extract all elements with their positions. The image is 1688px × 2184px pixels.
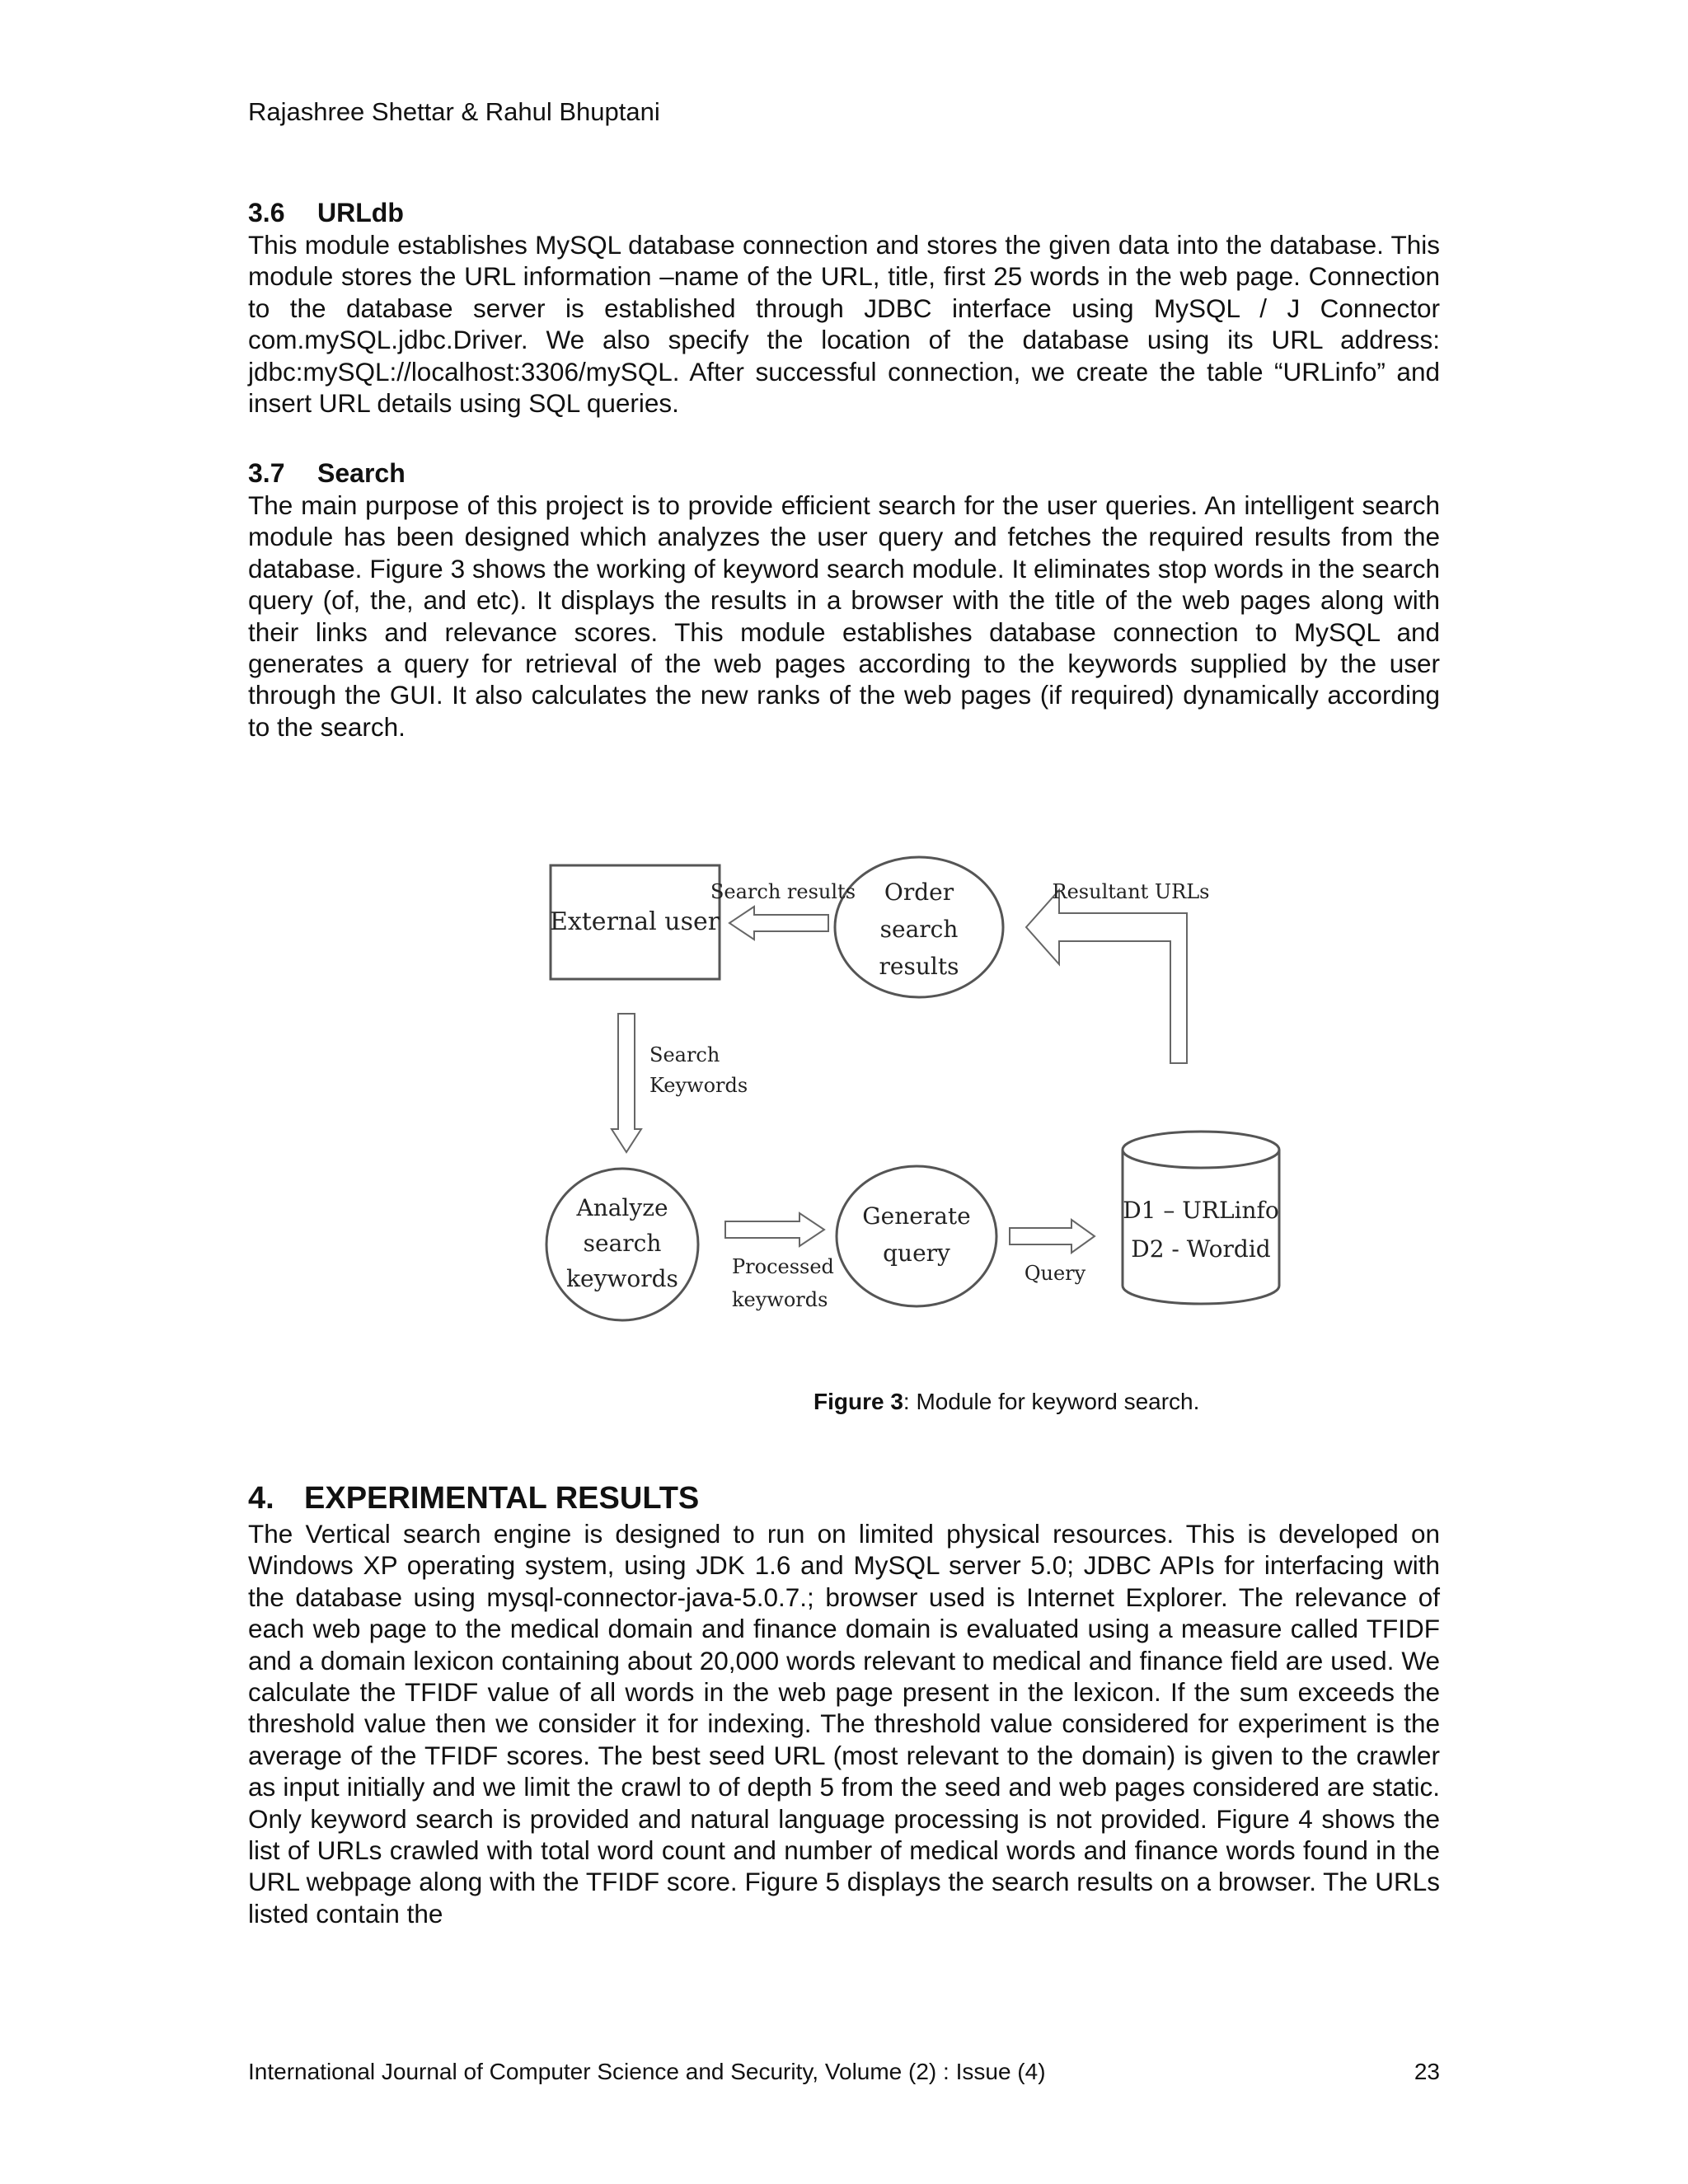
section-3-7 — [248, 457, 1440, 743]
caption-label: Figure 3 — [814, 1389, 903, 1414]
page-number: 23 — [1414, 2059, 1440, 2084]
flow-diagram — [544, 824, 1294, 1343]
section-number: 3.6 — [248, 198, 285, 227]
arrow-left-icon — [729, 907, 828, 940]
arrow-down-icon — [612, 1014, 641, 1152]
database-label-1: D1 – URLinfo — [1123, 1197, 1279, 1224]
section-title: URLdb — [317, 198, 404, 227]
order-label-3: results — [879, 953, 959, 980]
section-title: Search — [317, 458, 406, 488]
section-heading — [248, 457, 1440, 490]
caption-text: : Module for keyword search. — [903, 1389, 1200, 1414]
analyze-label-2: search — [583, 1230, 662, 1257]
section-3-6 — [248, 196, 1440, 419]
search-results-label: Search results — [710, 880, 856, 903]
search-keywords-label-1: Search — [649, 1043, 720, 1066]
figure-caption — [814, 1389, 1199, 1415]
generate-label-2: query — [883, 1240, 950, 1267]
order-label-2: search — [879, 916, 959, 943]
database-top — [1123, 1132, 1279, 1168]
section-body: This module establishes MySQL database connection and stores the given data into the database. This module stores the URL information –name of the URL, title, first 25 words in the web page. Connection to the database server is established through JDBC interface using MySQL / J Connector com.mySQL.jdbc.Driver. We also specify the location of the database using its URL address: jdbc:mySQL://localhost:3306/mySQL. After successful connection, we create the table “URLinfo” and insert URL details using SQL queries. — [248, 230, 1440, 419]
section-heading — [248, 1479, 1440, 1518]
journal-name: International Journal of Computer Science and Security, Volume (2) : Issue (4) — [248, 2059, 1046, 2084]
section-body: The Vertical search engine is designed to run on limited physical resources. This is developed on Windows XP operating system, using JDK 1.6 and MySQL server 5.0; JDBC APIs for interfacing with the database using mysql-connector-java-5.0.7.; browser used is Internet Explorer. The relevance of each web page to the medical domain and finance domain is evaluated using a measure called TFIDF and a domain lexicon containing about 20,000 words relevant to medical and finance field are used. We calculate the TFIDF value of all words in the web page present in the lexicon. If the sum exceeds the threshold value then we consider it for indexing. The threshold value considered for experiment is the average of the TFIDF scores. The best seed URL (most relevant to the domain) is given to the crawler as input initially and we limit the crawl to of depth 5 from the seed and web pages considered are static. Only keyword search is provided and natural language processing is not provided. Figure 4 shows the list of URLs crawled with total word count and number of medical words and finance words found in the URL webpage along with the TFIDF score. Figure 5 displays the search results on a browser. The URLs listed contain the — [248, 1519, 1440, 1929]
processed-label-2: keywords — [732, 1288, 828, 1311]
section-number: 3.7 — [248, 458, 285, 488]
external-user-label: External user — [549, 907, 720, 936]
query-label: Query — [1024, 1262, 1086, 1285]
arrow-resultant-urls-icon — [1026, 890, 1187, 1063]
section-title: EXPERIMENTAL RESULTS — [304, 1481, 700, 1516]
generate-label-1: Generate — [862, 1202, 971, 1230]
section-number: 4. — [248, 1481, 274, 1516]
analyze-label-1: Analyze — [576, 1194, 668, 1221]
processed-label-1: Processed — [732, 1255, 834, 1278]
analyze-label-3: keywords — [566, 1265, 678, 1292]
section-4 — [248, 1479, 1440, 1929]
figure-3-diagram — [544, 824, 1294, 1343]
page-footer — [248, 2059, 1440, 2085]
search-keywords-label-2: Keywords — [649, 1074, 748, 1097]
arrow-right-icon — [1010, 1220, 1095, 1253]
generate-query-node — [837, 1166, 996, 1306]
running-head: Rajashree Shettar & Rahul Bhuptani — [248, 97, 660, 126]
order-label-1: Order — [884, 879, 954, 906]
arrow-right-icon — [725, 1213, 824, 1246]
section-heading — [248, 196, 1440, 229]
section-body: The main purpose of this project is to provide efficient search for the user queries. An intelligent search module has been designed which analyzes the user query and fetches the required results from the database. Figure 3 shows the working of keyword search module. It eliminates stop words in the search query (of, the, and etc). It displays the results in a browser with the title of the web pages along with their links and relevance scores. This module establishes database connection to MySQL and generates a query for retrieval of the web pages according to the keywords supplied by the user through the GUI. It also calculates the new ranks of the web pages (if required) dynamically according to the search. — [248, 490, 1440, 742]
database-icon — [1123, 1150, 1279, 1304]
resultant-urls-label: Resultant URLs — [1052, 880, 1210, 903]
database-label-2: D2 - Wordid — [1131, 1235, 1271, 1263]
